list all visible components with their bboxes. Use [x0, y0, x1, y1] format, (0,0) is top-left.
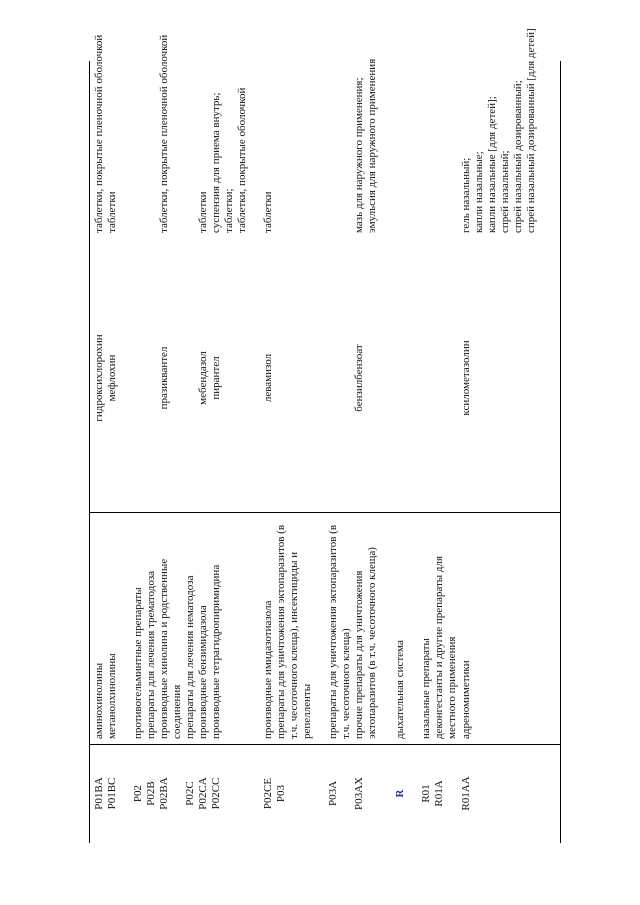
drug-name: мебендазол — [197, 351, 209, 405]
atc-code: R01AA — [460, 776, 472, 811]
group-name: адреномиметики — [460, 660, 472, 739]
dosage-form: таблетки — [197, 191, 209, 233]
dosage-form: таблетки — [262, 191, 274, 233]
dosage-form-line: суспензия для приема внутрь; — [210, 92, 222, 233]
atc-code: P02 — [132, 784, 144, 803]
group-name: производные тетрагидропиримидина — [210, 564, 222, 739]
group-name: аминохинолины — [93, 662, 105, 739]
group-name: препараты для уничтожения эктопаразитов (в т.ч. чесоточного клеща), инсектициды и репелленты — [275, 524, 313, 739]
atc-code: P03AX — [353, 777, 365, 811]
atc-code: P02C — [184, 781, 196, 806]
drug-name: бензилбензоат — [353, 344, 365, 412]
atc-code: P02CA — [197, 777, 209, 810]
dosage-form-line: таблетки, покрытые оболочкой — [236, 87, 248, 233]
atc-code: R01 — [420, 784, 432, 803]
table-bottom-border — [560, 61, 561, 843]
column-divider-code — [89, 744, 561, 745]
dosage-form-line: мазь для наружного применения; — [353, 77, 365, 233]
group-name: противогельминтные препараты — [132, 587, 144, 739]
group-name: производные хинолина и родственные соединения — [158, 558, 183, 739]
group-name: дыхательная система — [394, 640, 406, 739]
dosage-form-line: спрей назальный дозированный; — [512, 80, 524, 233]
dosage-form-line: капли назальные; — [473, 151, 485, 233]
group-name: препараты для лечения трематодоза — [145, 570, 157, 739]
atc-code: P02BA — [158, 777, 170, 810]
atc-code: P03A — [327, 780, 339, 807]
group-name: деконгестанты и другие препараты для местного применения — [433, 555, 458, 739]
drug-name: мефлохин — [106, 354, 118, 402]
group-name: препараты для уничтожения эктопаразитов (в т.ч. чесоточного клеща) — [327, 524, 352, 739]
dosage-form — [210, 58, 249, 233]
group-name: препараты для лечения нематодоза — [184, 575, 196, 739]
drug-name: левамизол — [262, 353, 274, 403]
dosage-form-line: спрей назальный дозированный [для детей] — [525, 28, 537, 233]
dosage-form-line: гель назальный; — [460, 157, 472, 233]
dosage-form: таблетки, покрытые пленочной оболочкой — [93, 34, 105, 233]
dosage-form — [353, 3, 379, 233]
drug-name: гидроксихлорохин — [93, 334, 105, 422]
atc-code: P01BA — [93, 777, 105, 810]
drug-name: празиквантел — [158, 346, 170, 410]
atc-code: R — [394, 789, 406, 798]
atc-code: P03 — [275, 784, 287, 803]
group-name: прочие препараты для уничтожения эктопаразитов (в т.ч. чесоточного клеща) — [353, 547, 378, 739]
group-name: производные бензимидазола — [197, 605, 209, 739]
dosage-form-line: таблетки; — [223, 188, 235, 233]
atc-code: R01A — [433, 780, 445, 807]
dosage-form-line: эмульсия для наружного применения — [366, 58, 378, 233]
group-name: производные имидазотиазола — [262, 600, 274, 739]
drug-name: ксилометазолин — [460, 340, 472, 416]
atc-code: P01BC — [106, 777, 118, 810]
dosage-form: таблетки — [106, 191, 118, 233]
dosage-form-line: спрей назальный; — [499, 150, 511, 233]
group-name: назальные препараты — [420, 638, 432, 739]
atc-code: P02B — [145, 781, 157, 806]
atc-code: P02CE — [262, 777, 274, 810]
dosage-form: таблетки, покрытые пленочной оболочкой — [158, 34, 170, 233]
table-top-border — [89, 61, 90, 843]
atc-code: P02CC — [210, 777, 222, 810]
dosage-form — [460, 3, 538, 233]
group-name: метанолхинолины — [106, 653, 118, 739]
drug-name: пирантел — [210, 356, 222, 400]
dosage-form-line: капли назальные [для детей]; — [486, 96, 498, 233]
